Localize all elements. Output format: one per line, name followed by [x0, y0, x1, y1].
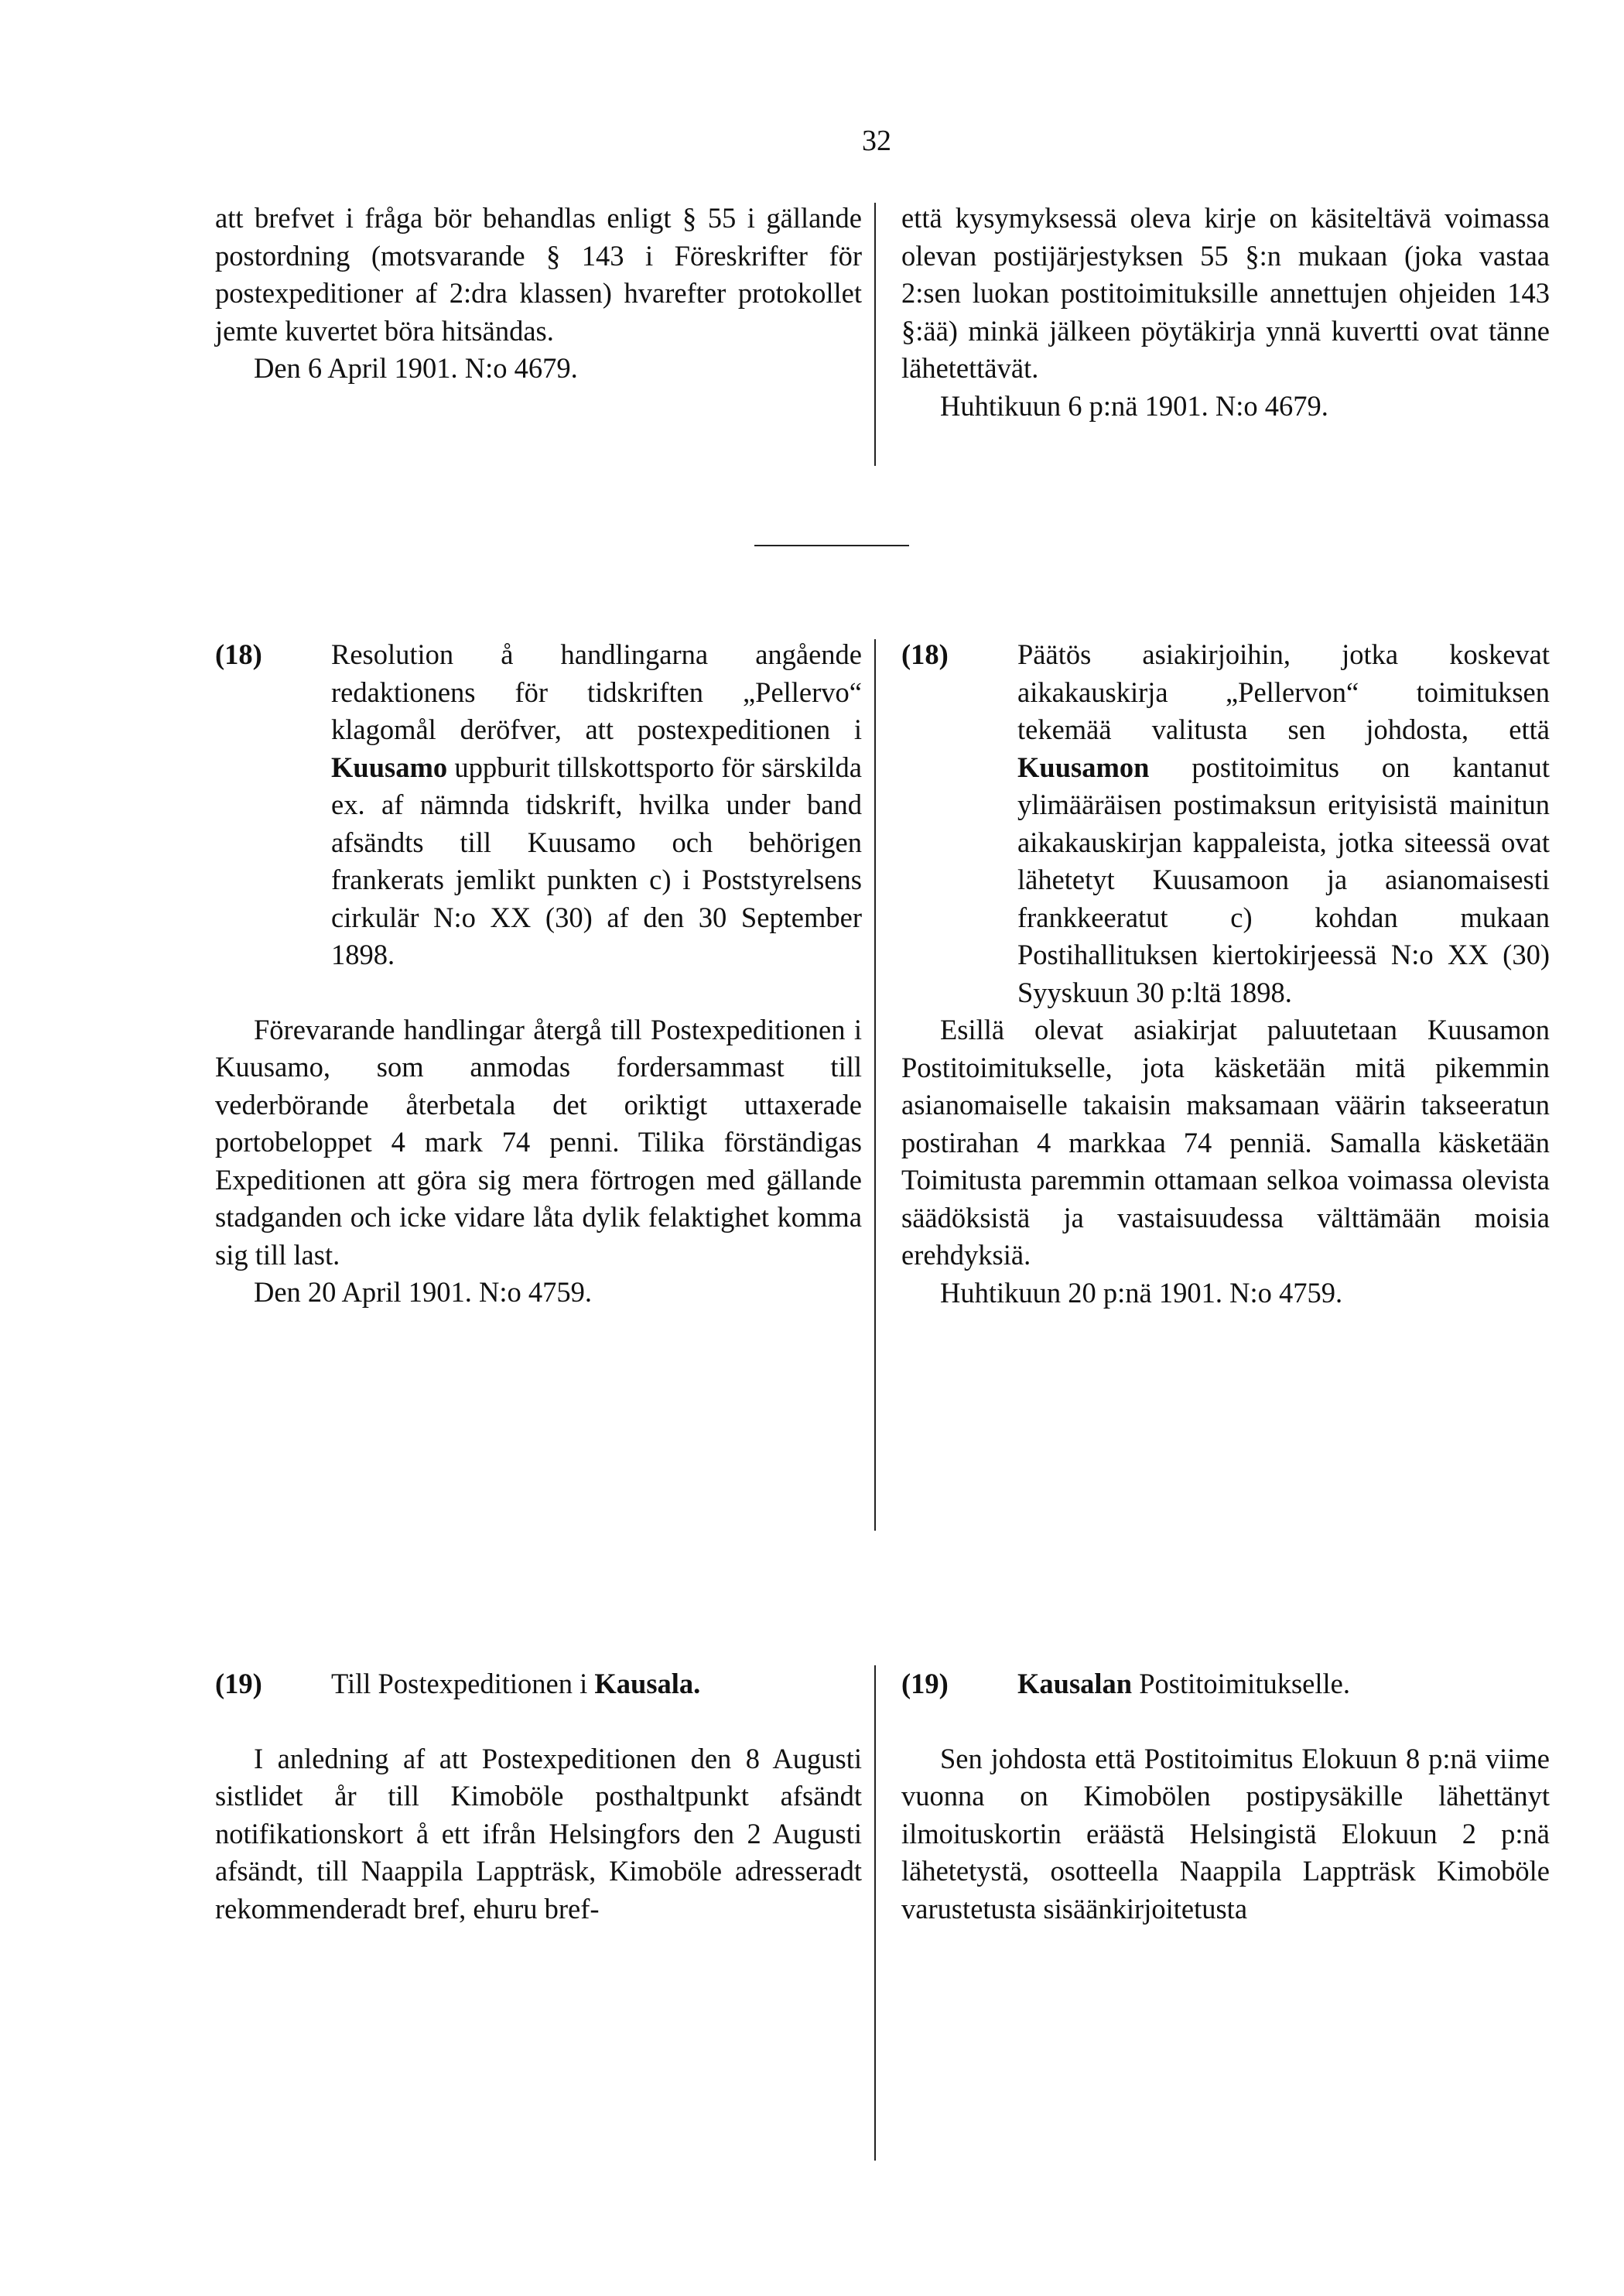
entry19-swedish-number: (19): [215, 1668, 262, 1699]
entry18-finnish-date: Huhtikuun 20 p:nä 1901. N:o 4759.: [940, 1276, 1343, 1309]
entry18-swedish-date: Den 20 April 1901. N:o 4759.: [254, 1276, 592, 1308]
section-rule: [754, 545, 909, 546]
entry18-finnish-title-b: postitoimitus on kantanut ylimääräisen postimaksun erityisistä mainitun aikakauskirjan kappaleista, jotka siteessä ovat lähetetyt Kuusamoon ja asianomaisesti frankkeeratut c) kohdan mukaan Postihallituksen kiertokirjeessä N:o XX (30) Syyskuun 30 p:ltä 1898.: [1017, 751, 1550, 1008]
block1-swedish-date: Den 6 April 1901. N:o 4679.: [254, 352, 578, 384]
entry18-finnish-title-a: Päätös asiakirjoihin, jotka koskevat aikakauskirja „Pellervon“ toimituksen tekemää valitusta sen johdosta, että: [1017, 638, 1550, 745]
entry19-swedish-title-bold: Kausala.: [594, 1668, 701, 1699]
entry18-finnish-body: Esillä olevat asiakirjat paluutetaan Kuusamon Postitoimitukselle, jota käsketään mitä pikemmin asianomaiselle takaisin maksamaan väärin takseeratun postirahan 4 markkaa 74 penniä. Samalla käsketään Toimitusta paremmin ottamaan selkoa voimassa olevista säädöksistä ja vastaisuudessa välttämään moisia erehdyksiä.: [901, 1014, 1550, 1271]
entry18-swedish-title-bold: Kuusamo: [331, 751, 448, 783]
entry18-finnish-title: [1017, 636, 1550, 1011]
entry18-swedish-number: (18): [215, 638, 262, 670]
block1-swedish: [215, 200, 862, 388]
entry19-swedish-heading: [215, 1665, 862, 1703]
entry19-swedish-title-a: Till Postexpeditionen i: [331, 1668, 595, 1699]
entry19-finnish: [901, 1665, 1550, 1928]
entry19-swedish-body: I anledning af att Postexpeditionen den 8 Augusti sistlidet år till Kimoböle posthaltpunkt afsändt notifikationskort å ett ifrån Helsingfors den 2 Augusti afsändt, till Naappila Lappträsk, Kimoböle adresseradt rekommenderadt bref, ehuru bref-: [215, 1742, 862, 1925]
entry19-finnish-title-b: Postitoimitukselle.: [1132, 1668, 1350, 1699]
entry18-finnish-heading: [901, 636, 1550, 1011]
block1-finnish: [901, 200, 1550, 425]
page-number: 32: [862, 125, 891, 157]
entry18-swedish: [215, 636, 862, 1312]
entry18-swedish-body: Förevarande handlingar återgå till Postexpeditionen i Kuusamo, som anmodas fordersammast till vederbörande återbetala det oriktigt uttaxerade portobeloppet 4 mark 74 penni. Tilika förständigas Expeditionen att göra sig mera förtrogen med gällande stadganden och icke vidare låta dylik felaktighet komma sig till last.: [215, 1013, 862, 1271]
entry19-swedish-title: [331, 1665, 700, 1703]
entry18-swedish-title-a: Resolution å handlingarna angående redaktionens för tidskriften „Pellervo“ klagomål deröfver, att postexpeditionen i: [331, 638, 862, 745]
block1-swedish-text: att brefvet i fråga bör behandlas enligt § 55 i gällande postordning (motsvarande § 143 i Föreskrifter för postexpeditioner af 2:dra klassen) hvarefter protokollet jemte kuvertet böra hitsändas.: [215, 202, 862, 347]
block1-finnish-date: Huhtikuun 6 p:nä 1901. N:o 4679.: [940, 389, 1328, 422]
entry19-finnish-title-bold: Kausalan: [1017, 1668, 1133, 1699]
entry19-finnish-title: [1017, 1665, 1350, 1703]
column-divider-1: [874, 203, 876, 466]
entry18-swedish-title-b: uppburit tillskottsporto för särskilda ex. af nämnda tidskrift, hvilka under band afsändts till Kuusamo och behörigen frankerats jemlikt punkten c) i Poststyrelsens cirkulär N:o XX (30) af den 30 September 1898.: [331, 751, 862, 970]
column-divider-3: [874, 1665, 876, 2161]
entry19-finnish-body: Sen johdosta että Postitoimitus Elokuun 8 p:nä viime vuonna on Kimobölen postipysäkille lähettänyt ilmoituskortin eräästä Helsingistä Elokuun 2 p:nä lähetetystä, osotteella Naappila Lappträsk Kimoböle varustetusta sisäänkirjoitetusta: [901, 1742, 1550, 1925]
entry19-finnish-number: (19): [901, 1668, 949, 1699]
block1-finnish-text: että kysymyksessä oleva kirje on käsiteltävä voimassa olevan postijärjestyksen 55 §:n mukaan (joka vastaa 2:sen luokan postitoimituksille annettujen ohjeiden 143 §:ää) minkä jälkeen pöytäkirja ynnä kuvertti ovat tänne lähetettävät.: [901, 202, 1550, 384]
entry18-swedish-heading: [215, 636, 862, 974]
entry19-finnish-heading: [901, 1665, 1550, 1703]
entry18-finnish-title-bold: Kuusamon: [1017, 751, 1150, 783]
entry19-swedish: [215, 1665, 862, 1928]
entry18-finnish-number: (18): [901, 638, 949, 670]
column-divider-2: [874, 639, 876, 1531]
entry18-finnish: [901, 636, 1550, 1312]
entry18-swedish-title: [331, 636, 862, 974]
